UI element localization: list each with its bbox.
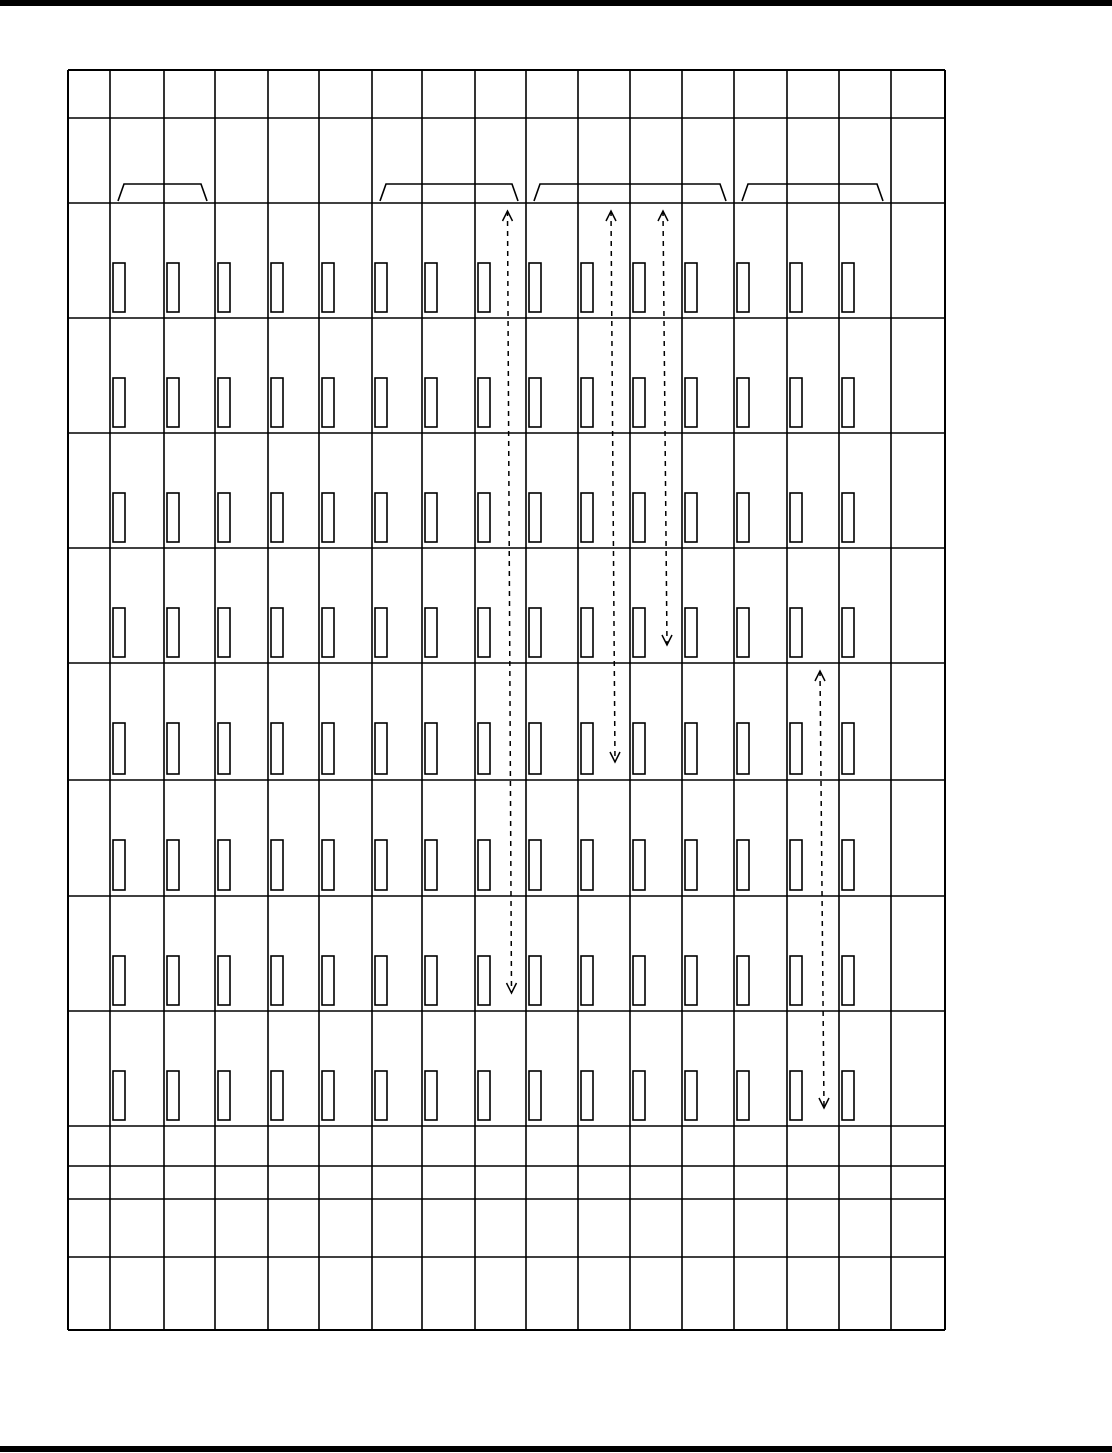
pulse-mark <box>685 263 697 312</box>
pulse-mark <box>737 956 749 1005</box>
arrow-shaft <box>663 211 667 645</box>
pulse-mark <box>685 956 697 1005</box>
pulse-mark <box>375 608 387 657</box>
pulse-mark <box>218 956 230 1005</box>
pulse-mark <box>271 608 283 657</box>
pulse-mark <box>581 723 593 774</box>
pulse-mark <box>529 723 541 774</box>
pulse-mark <box>581 378 593 427</box>
pulse-mark <box>322 608 334 657</box>
pulse-mark <box>113 1071 125 1120</box>
pulse-mark <box>113 608 125 657</box>
pulse-mark <box>425 840 437 890</box>
pulse-mark <box>271 956 283 1005</box>
pulse-mark <box>113 378 125 427</box>
pulse-mark <box>529 840 541 890</box>
pulse-mark <box>737 840 749 890</box>
pulse-mark <box>633 840 645 890</box>
pulse-mark <box>529 263 541 312</box>
pulse-mark <box>218 723 230 774</box>
pulse-group <box>113 263 854 1120</box>
pulse-mark <box>790 1071 802 1120</box>
grid <box>68 70 945 1330</box>
pulse-mark <box>478 1071 490 1120</box>
pulse-mark <box>271 840 283 890</box>
pulse-mark <box>581 608 593 657</box>
pulse-mark <box>425 493 437 542</box>
pulse-mark <box>167 608 179 657</box>
bracket-mark <box>742 184 883 201</box>
pulse-mark <box>790 956 802 1005</box>
pulse-mark <box>167 723 179 774</box>
pulse-mark <box>218 263 230 312</box>
pulse-mark <box>167 378 179 427</box>
pulse-mark <box>218 378 230 427</box>
pulse-mark <box>425 956 437 1005</box>
pulse-mark <box>425 1071 437 1120</box>
pulse-mark <box>218 608 230 657</box>
pulse-mark <box>271 493 283 542</box>
pulse-mark <box>322 956 334 1005</box>
pulse-mark <box>113 723 125 774</box>
pulse-mark <box>218 1071 230 1120</box>
pulse-mark <box>478 956 490 1005</box>
pulse-mark <box>842 378 854 427</box>
pulse-mark <box>842 723 854 774</box>
pulse-mark <box>737 723 749 774</box>
bracket-mark <box>118 184 207 201</box>
pulse-mark <box>790 840 802 890</box>
pulse-mark <box>685 493 697 542</box>
pulse-mark <box>581 493 593 542</box>
pulse-mark <box>478 840 490 890</box>
pulse-mark <box>113 956 125 1005</box>
pulse-mark <box>322 263 334 312</box>
pulse-mark <box>478 493 490 542</box>
bracket-group <box>118 184 883 201</box>
pulse-mark <box>633 1071 645 1120</box>
pulse-mark <box>790 378 802 427</box>
pulse-mark <box>478 378 490 427</box>
pulse-mark <box>167 1071 179 1120</box>
pulse-mark <box>790 263 802 312</box>
pulse-mark <box>737 1071 749 1120</box>
pulse-mark <box>322 1071 334 1120</box>
pulse-mark <box>113 493 125 542</box>
pulse-mark <box>633 956 645 1005</box>
pulse-mark <box>842 263 854 312</box>
pulse-mark <box>271 1071 283 1120</box>
arrow-shaft <box>611 211 615 762</box>
pulse-mark <box>375 840 387 890</box>
pulse-mark <box>478 263 490 312</box>
pulse-mark <box>375 956 387 1005</box>
pulse-mark <box>167 956 179 1005</box>
pulse-mark <box>737 263 749 312</box>
pulse-mark <box>478 723 490 774</box>
pulse-mark <box>322 723 334 774</box>
pulse-mark <box>790 608 802 657</box>
pulse-mark <box>685 608 697 657</box>
pulse-mark <box>737 378 749 427</box>
arrow-group <box>503 211 830 1108</box>
arrow-shaft <box>820 671 824 1108</box>
pulse-mark <box>529 608 541 657</box>
pulse-mark <box>685 378 697 427</box>
bottom-border-rule <box>0 1446 1112 1452</box>
pulse-mark <box>633 723 645 774</box>
pulse-mark <box>271 378 283 427</box>
pulse-mark <box>685 1071 697 1120</box>
pulse-mark <box>271 723 283 774</box>
bracket-mark <box>380 184 518 201</box>
pulse-mark <box>685 840 697 890</box>
pulse-mark <box>375 1071 387 1120</box>
pulse-mark <box>167 263 179 312</box>
pulse-mark <box>529 956 541 1005</box>
pulse-mark <box>842 840 854 890</box>
arrow-shaft <box>508 211 512 993</box>
pulse-mark <box>113 263 125 312</box>
pulse-mark <box>737 493 749 542</box>
pulse-mark <box>581 263 593 312</box>
pulse-mark <box>167 840 179 890</box>
pulse-mark <box>842 1071 854 1120</box>
pulse-mark <box>737 608 749 657</box>
pulse-mark <box>425 608 437 657</box>
pulse-mark <box>375 263 387 312</box>
pulse-mark <box>375 723 387 774</box>
arrow-head-down <box>662 635 672 645</box>
pulse-mark <box>425 723 437 774</box>
pulse-mark <box>271 263 283 312</box>
pulse-mark <box>375 378 387 427</box>
pulse-mark <box>425 378 437 427</box>
pulse-mark <box>167 493 179 542</box>
pulse-mark <box>322 840 334 890</box>
pulse-mark <box>425 263 437 312</box>
pulse-mark <box>790 723 802 774</box>
pulse-mark <box>218 493 230 542</box>
pulse-mark <box>322 493 334 542</box>
pulse-mark <box>633 263 645 312</box>
pulse-mark <box>113 840 125 890</box>
pulse-mark <box>581 956 593 1005</box>
pulse-mark <box>842 608 854 657</box>
pulse-mark <box>529 378 541 427</box>
pulse-mark <box>581 840 593 890</box>
pulse-mark <box>842 493 854 542</box>
pulse-mark <box>478 608 490 657</box>
pulse-mark <box>685 723 697 774</box>
pulse-mark <box>529 493 541 542</box>
pulse-mark <box>581 1071 593 1120</box>
pulse-mark <box>529 1071 541 1120</box>
pulse-mark <box>322 378 334 427</box>
pulse-mark <box>790 493 802 542</box>
pulse-mark <box>633 608 645 657</box>
pulse-mark <box>375 493 387 542</box>
pulse-mark <box>633 378 645 427</box>
pulse-mark <box>218 840 230 890</box>
pulse-mark <box>842 956 854 1005</box>
pulse-mark <box>633 493 645 542</box>
